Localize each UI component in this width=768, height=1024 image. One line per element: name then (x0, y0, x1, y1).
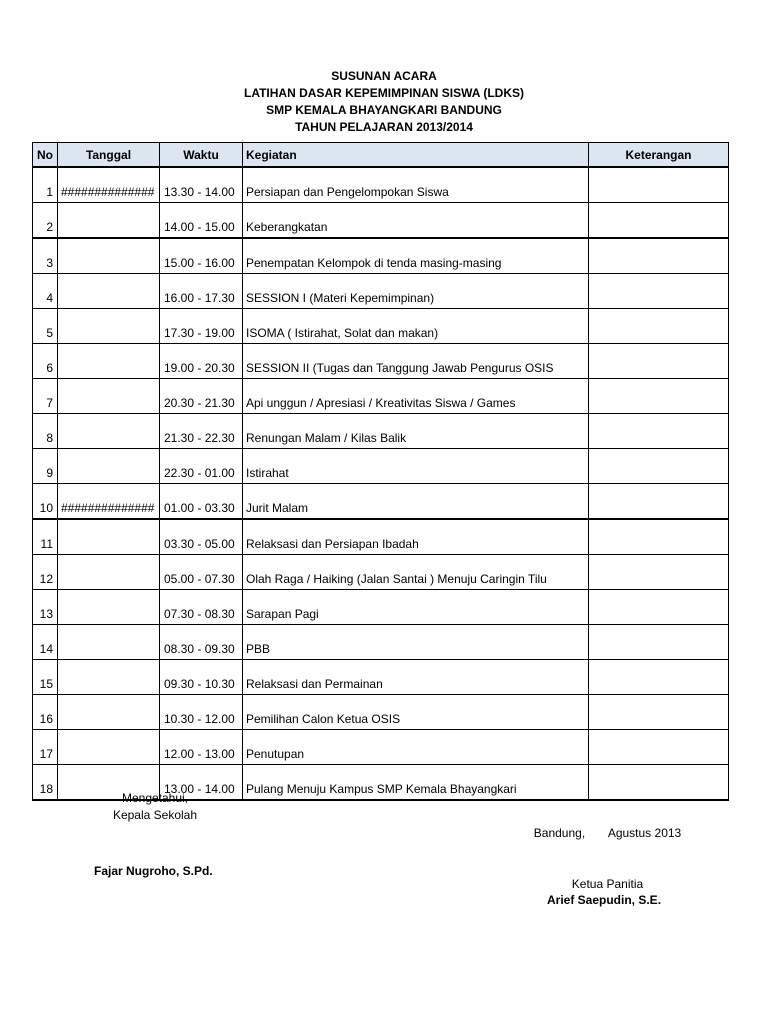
cell-no: 5 (33, 309, 58, 344)
cell-no: 14 (33, 625, 58, 660)
column-header-tanggal: Tanggal (58, 143, 160, 168)
cell-waktu: 10.30 - 12.00 (160, 695, 243, 730)
left-signature-line-2: Kepala Sekolah (112, 808, 198, 822)
cell-tanggal (58, 414, 160, 449)
cell-keterangan (589, 379, 729, 414)
cell-no: 13 (33, 590, 58, 625)
cell-waktu: 03.30 - 05.00 (160, 519, 243, 555)
column-header-waktu: Waktu (160, 143, 243, 168)
cell-waktu: 12.00 - 13.00 (160, 730, 243, 765)
cell-keterangan (589, 519, 729, 555)
cell-kegiatan: Keberangkatan (243, 203, 589, 239)
cell-kegiatan: Sarapan Pagi (243, 590, 589, 625)
table-row (33, 555, 729, 590)
cell-no: 17 (33, 730, 58, 765)
table-row (33, 660, 729, 695)
cell-waktu: 19.00 - 20.30 (160, 344, 243, 379)
cell-no: 3 (33, 238, 58, 274)
cell-keterangan (589, 625, 729, 660)
cell-keterangan (589, 203, 729, 239)
cell-waktu: 21.30 - 22.30 (160, 414, 243, 449)
cell-waktu: 20.30 - 21.30 (160, 379, 243, 414)
cell-tanggal (58, 344, 160, 379)
cell-keterangan (589, 695, 729, 730)
table-row (33, 449, 729, 484)
cell-keterangan (589, 238, 729, 274)
table-row (33, 695, 729, 730)
cell-kegiatan: Api unggun / Apresiasi / Kreativitas Siswa / Games (243, 379, 589, 414)
cell-tanggal (58, 590, 160, 625)
table-row (33, 730, 729, 765)
cell-keterangan (589, 274, 729, 309)
left-signatory-name: Fajar Nugroho, S.Pd. (94, 864, 213, 878)
cell-tanggal (58, 203, 160, 239)
table-row (33, 414, 729, 449)
cell-kegiatan: Relaksasi dan Permainan (243, 660, 589, 695)
cell-kegiatan: Olah Raga / Haiking (Jalan Santai ) Menuju Caringin Tilu (243, 555, 589, 590)
cell-no: 16 (33, 695, 58, 730)
table-header-row (33, 143, 729, 168)
cell-kegiatan: Penutupan (243, 730, 589, 765)
table-row (33, 379, 729, 414)
right-signatory-name: Arief Saepudin, S.E. (547, 893, 662, 907)
cell-tanggal (58, 519, 160, 555)
title-line-3: SMP KEMALA BHAYANGKARI BANDUNG (266, 103, 502, 117)
cell-keterangan (589, 414, 729, 449)
cell-kegiatan: SESSION I (Materi Kepemimpinan) (243, 274, 589, 309)
cell-kegiatan: Renungan Malam / Kilas Balik (243, 414, 589, 449)
table-row (33, 274, 729, 309)
document-title (0, 68, 768, 136)
table-row (33, 309, 729, 344)
right-signature-line-2: Ketua Panitia (571, 877, 644, 891)
cell-waktu: 13.00 - 14.00 (160, 765, 243, 801)
cell-no: 1 (33, 167, 58, 203)
cell-keterangan (589, 449, 729, 484)
cell-waktu: 22.30 - 01.00 (160, 449, 243, 484)
cell-no: 9 (33, 449, 58, 484)
cell-waktu: 08.30 - 09.30 (160, 625, 243, 660)
cell-kegiatan: SESSION II (Tugas dan Tanggung Jawab Pengurus OSIS (243, 344, 589, 379)
cell-kegiatan: Istirahat (243, 449, 589, 484)
cell-no: 6 (33, 344, 58, 379)
column-header-no: No (33, 143, 58, 168)
cell-no: 11 (33, 519, 58, 555)
cell-keterangan (589, 660, 729, 695)
table-row (33, 519, 729, 555)
title-line-2: LATIHAN DASAR KEPEMIMPINAN SISWA (LDKS) (244, 86, 524, 100)
cell-tanggal (58, 730, 160, 765)
table-row (33, 590, 729, 625)
cell-kegiatan: PBB (243, 625, 589, 660)
cell-tanggal: ############## (58, 484, 160, 520)
cell-keterangan (589, 167, 729, 203)
cell-waktu: 05.00 - 07.30 (160, 555, 243, 590)
cell-waktu: 01.00 - 03.30 (160, 484, 243, 520)
cell-tanggal (58, 309, 160, 344)
cell-waktu: 14.00 - 15.00 (160, 203, 243, 239)
table-row (33, 625, 729, 660)
cell-no: 12 (33, 555, 58, 590)
cell-kegiatan: ISOMA ( Istirahat, Solat dan makan) (243, 309, 589, 344)
cell-no: 2 (33, 203, 58, 239)
cell-tanggal (58, 274, 160, 309)
cell-no: 18 (33, 765, 58, 801)
table-row (33, 484, 729, 520)
cell-no: 7 (33, 379, 58, 414)
column-header-keterangan: Keterangan (589, 143, 729, 168)
left-signature-block (90, 790, 220, 824)
cell-kegiatan: Pulang Menuju Kampus SMP Kemala Bhayangkari (243, 765, 589, 801)
cell-waktu: 16.00 - 17.30 (160, 274, 243, 309)
cell-tanggal (58, 660, 160, 695)
cell-tanggal: ############## (58, 167, 160, 203)
cell-waktu: 07.30 - 08.30 (160, 590, 243, 625)
cell-keterangan (589, 484, 729, 520)
table-row (33, 203, 729, 239)
cell-tanggal (58, 379, 160, 414)
right-signature-line-1: Bandung, Agustus 2013 (533, 826, 682, 840)
title-line-4: TAHUN PELAJARAN 2013/2014 (295, 120, 473, 134)
schedule-table (32, 142, 729, 801)
cell-tanggal (58, 238, 160, 274)
cell-no: 8 (33, 414, 58, 449)
left-signature-line-1: Mengetahui, (121, 791, 189, 805)
cell-kegiatan: Persiapan dan Pengelompokan Siswa (243, 167, 589, 203)
cell-tanggal (58, 555, 160, 590)
cell-keterangan (589, 344, 729, 379)
cell-kegiatan: Jurit Malam (243, 484, 589, 520)
cell-keterangan (589, 590, 729, 625)
cell-tanggal (58, 695, 160, 730)
cell-kegiatan: Relaksasi dan Persiapan Ibadah (243, 519, 589, 555)
cell-waktu: 09.30 - 10.30 (160, 660, 243, 695)
cell-kegiatan: Pemilihan Calon Ketua OSIS (243, 695, 589, 730)
table-row (33, 344, 729, 379)
table-row (33, 167, 729, 203)
cell-kegiatan: Penempatan Kelompok di tenda masing-masing (243, 238, 589, 274)
cell-tanggal (58, 449, 160, 484)
cell-no: 15 (33, 660, 58, 695)
cell-no: 10 (33, 484, 58, 520)
title-line-1: SUSUNAN ACARA (331, 69, 437, 83)
cell-waktu: 13.30 - 14.00 (160, 167, 243, 203)
column-header-kegiatan: Kegiatan (243, 143, 589, 168)
cell-keterangan (589, 309, 729, 344)
cell-tanggal (58, 625, 160, 660)
cell-waktu: 17.30 - 19.00 (160, 309, 243, 344)
cell-keterangan (589, 555, 729, 590)
cell-keterangan (589, 730, 729, 765)
cell-no: 4 (33, 274, 58, 309)
table-row (33, 238, 729, 274)
cell-waktu: 15.00 - 16.00 (160, 238, 243, 274)
